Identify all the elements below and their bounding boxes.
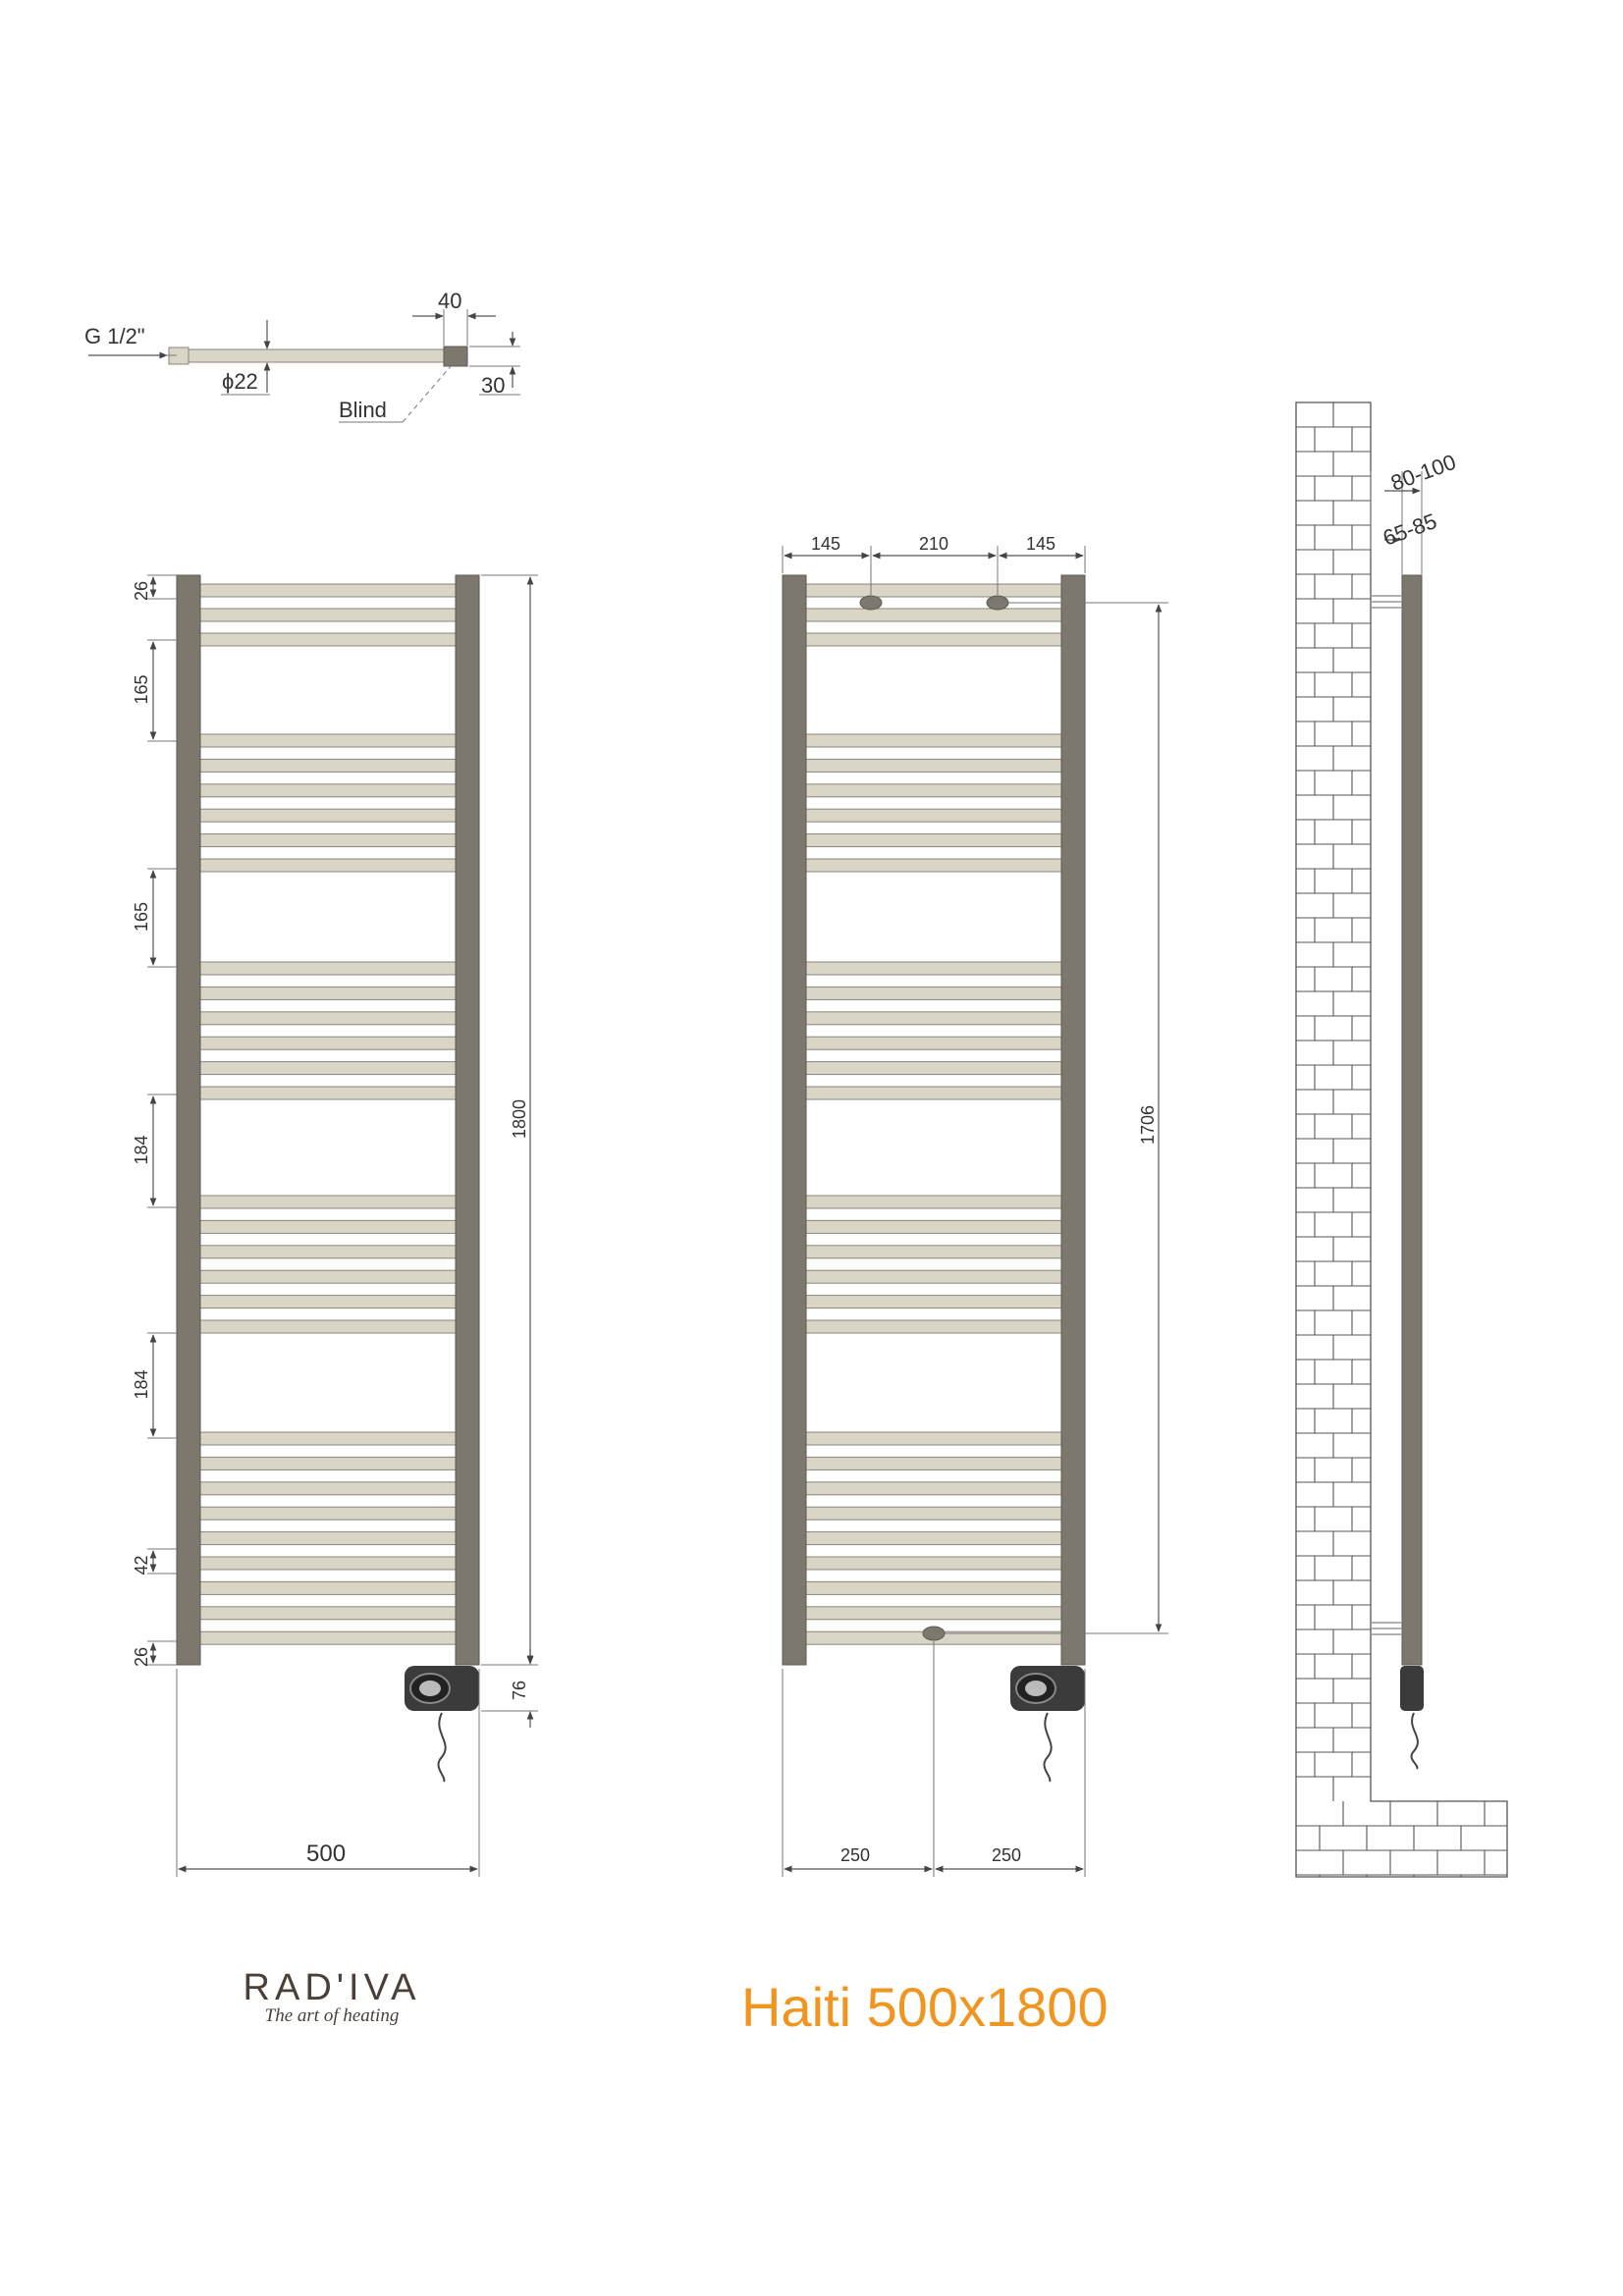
conn-bar <box>806 734 1061 747</box>
conn-bar <box>806 1296 1061 1308</box>
brand-logo <box>224 1967 440 2027</box>
conn-bar <box>806 1557 1061 1570</box>
front-bar <box>200 1220 456 1233</box>
front-bar <box>200 1532 456 1545</box>
conn-bar <box>806 1062 1061 1075</box>
conn-bar <box>806 633 1061 646</box>
front-bar <box>200 1482 456 1495</box>
conn-height-label: 1706 <box>1138 1104 1158 1145</box>
front-dim-label: 42 <box>132 1555 151 1575</box>
conn-bar <box>806 1507 1061 1520</box>
conn-bar <box>806 759 1061 772</box>
front-bar <box>200 1557 456 1570</box>
front-bottom-label: 76 <box>510 1680 529 1700</box>
front-bar <box>200 987 456 999</box>
diameter-label: ϕ22 <box>222 369 258 394</box>
inlet-port-left <box>860 596 882 610</box>
side-view <box>1296 402 1507 1877</box>
conn-bar <box>806 1482 1061 1495</box>
pipe-gap-label: 65-85 <box>1380 507 1440 551</box>
front-bar <box>200 759 456 772</box>
conn-bar <box>806 1246 1061 1258</box>
blind-label: Blind <box>339 398 387 422</box>
conn-bar <box>806 784 1061 797</box>
brand-name: RAD'IVA <box>243 1967 421 2008</box>
wall-bracket-bottom <box>1371 1623 1402 1634</box>
front-bar <box>200 584 456 597</box>
conn-bar <box>806 962 1061 975</box>
conn-bar <box>806 1432 1061 1445</box>
conn-top-dim-3: 145 <box>1026 534 1056 554</box>
conn-bar <box>806 809 1061 822</box>
conn-bar <box>806 1012 1061 1025</box>
connection-view <box>783 534 1168 1877</box>
front-dim-label: 165 <box>132 674 151 705</box>
front-bar <box>200 1012 456 1025</box>
fitting-height-label: 30 <box>481 373 506 398</box>
conn-bar <box>806 834 1061 847</box>
front-bar <box>200 809 456 822</box>
front-bar <box>200 1457 456 1469</box>
brand-slogan: The art of heating <box>264 2005 400 2026</box>
front-dim-label: 26 <box>132 580 151 601</box>
drain-port <box>923 1627 945 1640</box>
conn-bar <box>806 1457 1061 1469</box>
thread-label: G 1/2" <box>84 324 145 348</box>
front-dim-label: 165 <box>132 901 151 932</box>
front-right-rail <box>456 575 479 1665</box>
front-bar <box>200 784 456 797</box>
conn-bar <box>806 1607 1061 1620</box>
blind-cap <box>444 347 467 366</box>
conn-bar <box>806 1037 1061 1049</box>
front-bar <box>200 1087 456 1099</box>
connection-bars <box>806 584 1061 1644</box>
front-bar <box>200 609 456 621</box>
conn-top-dim-1: 145 <box>811 534 841 554</box>
conn-bar <box>806 1270 1061 1283</box>
fitting-length-label: 40 <box>438 289 462 313</box>
conn-bar <box>806 1581 1061 1594</box>
front-heater <box>405 1666 479 1782</box>
conn-bar <box>806 1087 1061 1099</box>
conn-bar <box>806 859 1061 872</box>
conn-bar <box>806 987 1061 999</box>
front-bar <box>200 834 456 847</box>
front-bar <box>200 1270 456 1283</box>
front-bar <box>200 1631 456 1644</box>
front-bar <box>200 1581 456 1594</box>
conn-bar <box>806 1320 1061 1333</box>
front-bar <box>200 859 456 872</box>
front-bar <box>200 1507 456 1520</box>
front-bar <box>200 633 456 646</box>
front-bar <box>200 1432 456 1445</box>
fitting-detail <box>84 289 520 422</box>
front-bar <box>200 1246 456 1258</box>
front-dim-label: 184 <box>132 1369 151 1400</box>
conn-bar <box>806 1532 1061 1545</box>
front-bar <box>200 734 456 747</box>
front-bar <box>200 962 456 975</box>
front-dimensions <box>132 575 177 1667</box>
conn-bottom-dim-2: 250 <box>992 1845 1022 1865</box>
conn-bar <box>806 609 1061 621</box>
front-bar <box>200 1062 456 1075</box>
conn-heater <box>1010 1666 1085 1782</box>
conn-left-rail <box>783 575 806 1665</box>
front-dim-label: 26 <box>132 1646 151 1667</box>
conn-bar <box>806 1196 1061 1208</box>
side-heater <box>1400 1666 1424 1769</box>
conn-right-rail <box>1061 575 1085 1665</box>
front-bar <box>200 1607 456 1620</box>
front-dim-label: 184 <box>132 1135 151 1165</box>
front-view <box>132 575 538 1877</box>
product-title: Haiti 500x1800 <box>741 1976 1109 2038</box>
fitting-pipe <box>187 349 444 362</box>
front-bar <box>200 1037 456 1049</box>
front-bar <box>200 1196 456 1208</box>
front-bar <box>200 1320 456 1333</box>
front-bars <box>200 584 456 1644</box>
conn-bar <box>806 1220 1061 1233</box>
inlet-port-right <box>987 596 1008 610</box>
wall-bracket-top <box>1371 596 1402 608</box>
front-height-label: 1800 <box>510 1098 529 1139</box>
front-width-label: 500 <box>306 1841 347 1867</box>
front-bar <box>200 1296 456 1308</box>
conn-bottom-dim-1: 250 <box>840 1845 871 1865</box>
conn-top-dim-2: 210 <box>919 534 949 554</box>
front-left-rail <box>177 575 200 1665</box>
side-rail <box>1402 575 1422 1665</box>
wall-gap-label: 80-100 <box>1387 449 1460 496</box>
conn-bar <box>806 584 1061 597</box>
